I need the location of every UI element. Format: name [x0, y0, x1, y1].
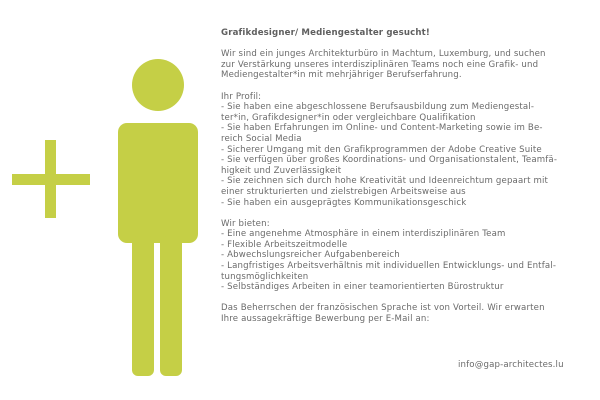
contact-email-link[interactable]: info@gap-architectes.lu: [458, 360, 564, 370]
intro-line: Mediengestalter*in mit mehrjähriger Berufserfahrung.: [221, 70, 462, 81]
profile-line: - Sie zeichnen sich durch hohe Kreativität und Ideenreichtum gepaart mit: [221, 176, 549, 187]
offer-line: - Langfristiges Arbeitsverhältnis mit individuellen Entwicklungs- und Entfal-: [221, 261, 557, 272]
profile-line: einer strukturierten und zielstrebigen Arbeitsweise aus: [221, 186, 466, 197]
profile-line: ter*in, Grafikdesigner*in oder vergleichbare Qualifikation: [221, 112, 476, 123]
profile-line: reich Social Media: [221, 133, 302, 144]
offer-line: - Selbständiges Arbeiten in einer teamorientierten Bürostruktur: [221, 282, 504, 293]
offer-heading: Wir bieten:: [221, 218, 270, 229]
illustration: [0, 0, 220, 400]
intro-line: Wir sind ein junges Architekturbüro in Machtum, Luxemburg, und suchen: [221, 49, 546, 60]
job-ad-text: [221, 28, 585, 325]
plus-icon: [12, 140, 90, 218]
profile-line: - Sie haben ein ausgeprägtes Kommunikationsgeschick: [221, 197, 467, 208]
profile-line: - Sie haben Erfahrungen im Online- und Content-Marketing sowie im Be-: [221, 123, 543, 134]
offer-line: - Eine angenehme Atmosphäre in einem interdisziplinären Team: [221, 229, 506, 240]
profile-heading: Ihr Profil:: [221, 91, 262, 102]
profile-line: - Sie verfügen über großes Koordinations- und Organisationstalent, Teamfä-: [221, 155, 558, 166]
offer-line: tungsmöglichkeiten: [221, 271, 309, 282]
offer-line: - Abwechslungsreicher Aufgabenbereich: [221, 250, 400, 261]
closing-line: Ihre aussagekräftige Bewerbung per E-Mail an:: [221, 314, 430, 325]
profile-line: - Sicherer Umgang mit den Grafikprogrammen der Adobe Creative Suite: [221, 144, 542, 155]
closing-line: Das Beherrschen der französischen Sprache ist von Vorteil. Wir erwarten: [221, 303, 545, 314]
profile-line: - Sie haben eine abgeschlossene Berufsausbildung zum Mediengestal-: [221, 102, 535, 113]
intro-line: zur Verstärkung unseres interdisziplinären Teams noch eine Grafik- und: [221, 59, 539, 70]
offer-line: - Flexible Arbeitszeitmodelle: [221, 239, 348, 250]
profile-line: higkeit und Zuverlässigkeit: [221, 165, 342, 176]
job-title: Grafikdesigner/ Mediengestalter gesucht!: [221, 28, 430, 38]
person-figure: [118, 59, 198, 376]
